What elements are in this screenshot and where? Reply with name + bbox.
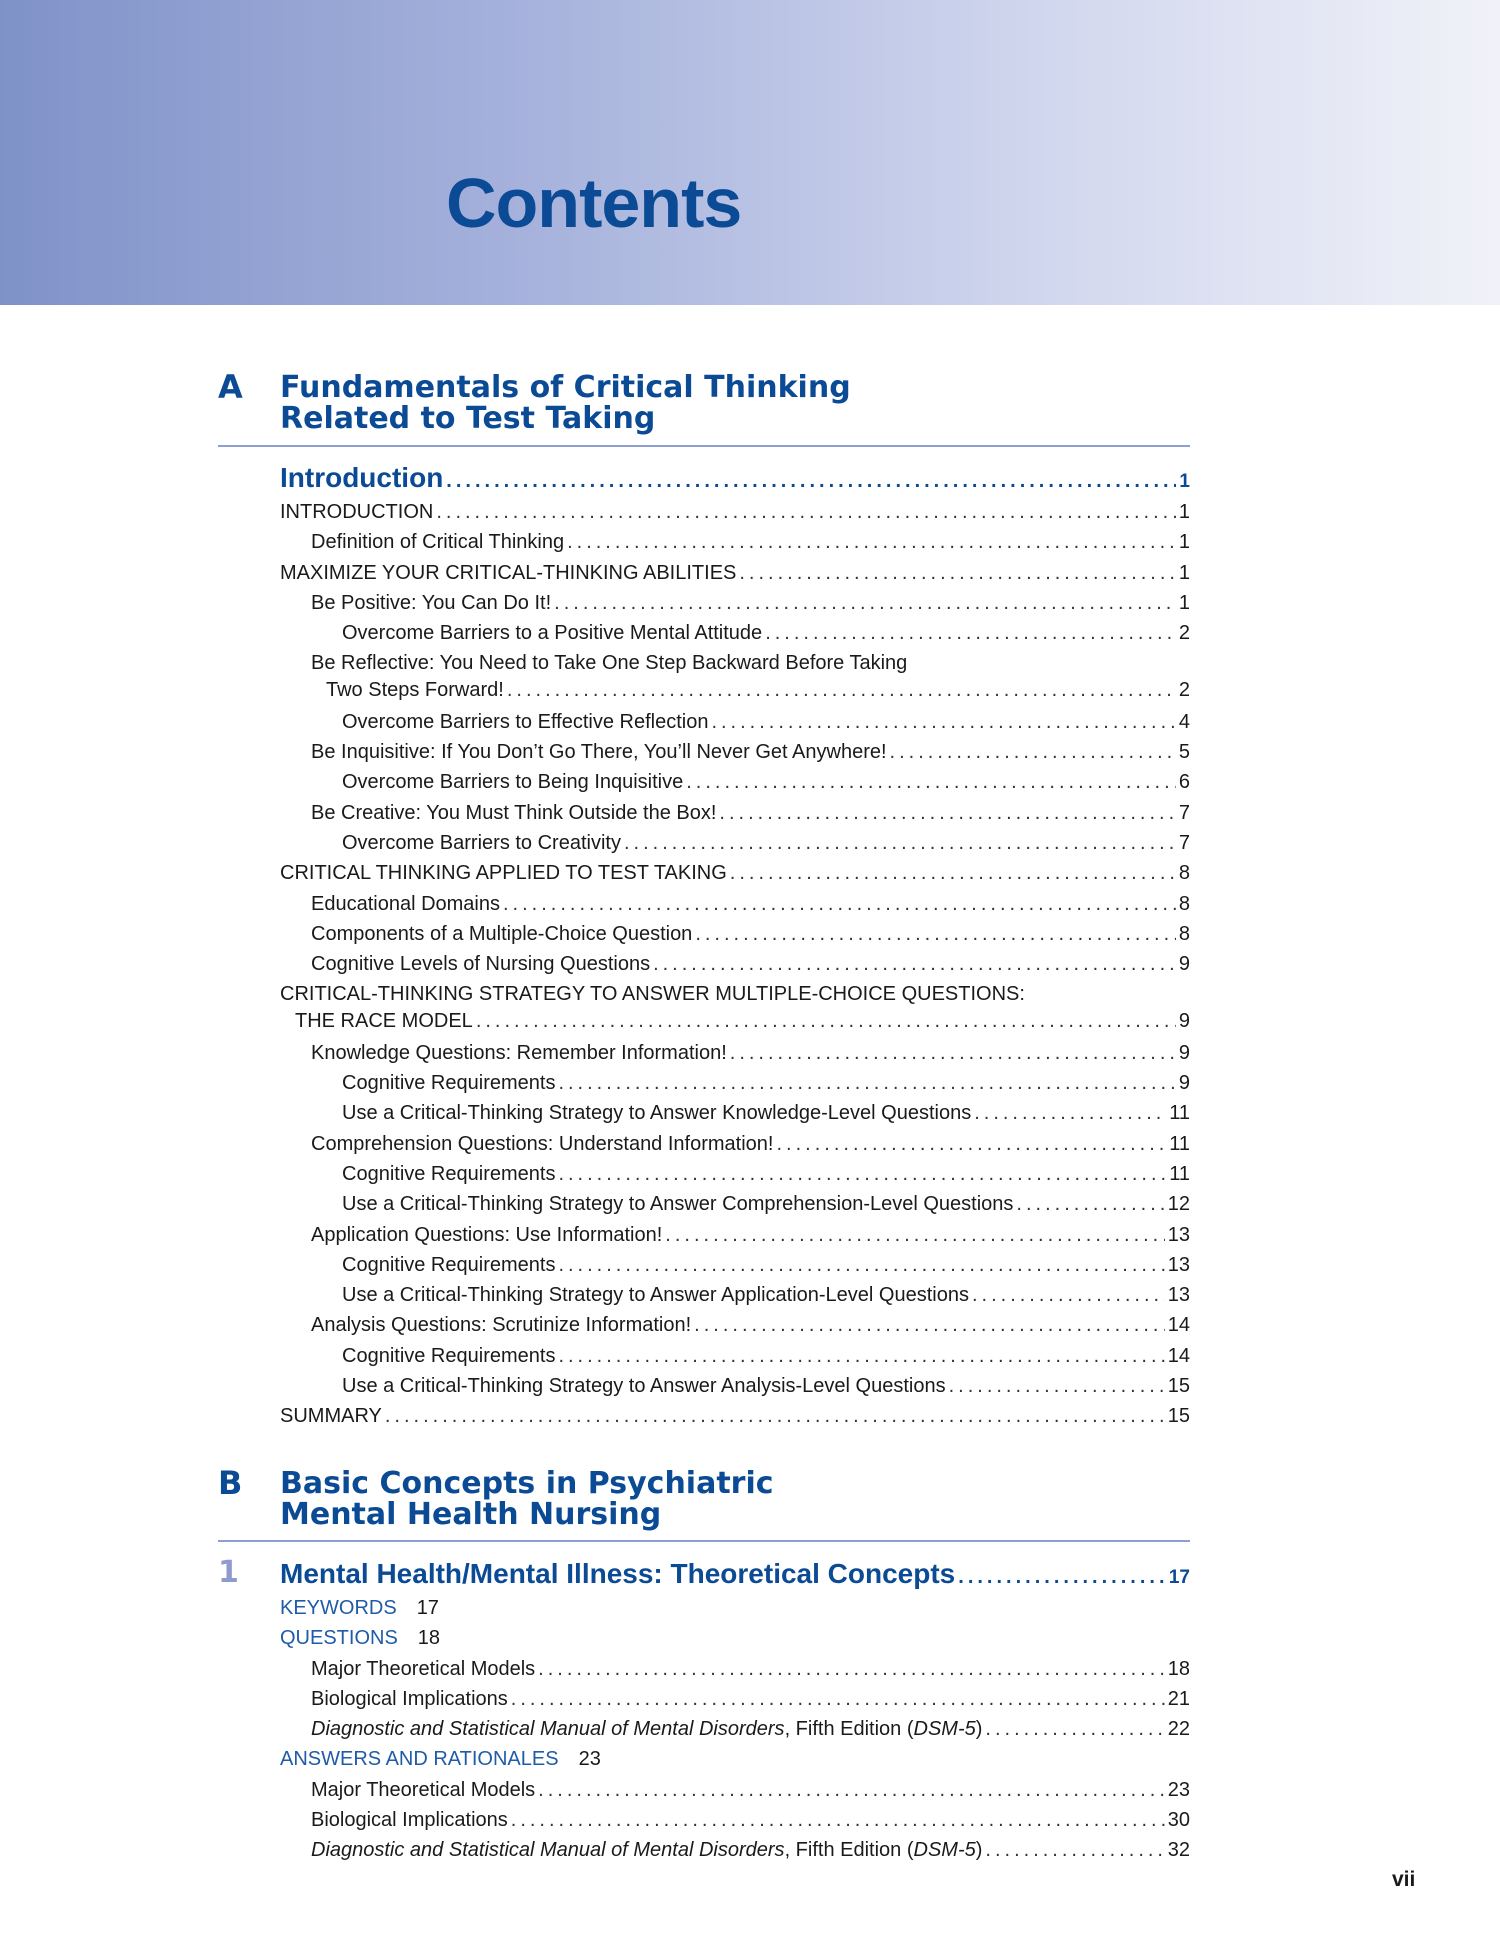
entry-title: CRITICAL-THINKING STRATEGY TO ANSWER MULTIPLE-CHOICE QUESTIONS: xyxy=(280,983,1025,1006)
entry-title: Overcome Barriers to Being Inquisitive xyxy=(342,771,684,794)
toc-entry[interactable] xyxy=(280,1371,1190,1401)
section-letter: B xyxy=(218,1464,243,1502)
entry-title: Definition of Critical Thinking xyxy=(311,531,565,554)
entry-title: Major Theoretical Models xyxy=(311,1657,536,1680)
toc-entry[interactable] xyxy=(280,1129,1190,1159)
section-title-line: Related to Test Taking xyxy=(280,401,656,436)
entry-title: Introduction xyxy=(280,462,444,493)
leader-dots xyxy=(558,1250,1164,1280)
entry-title: KEYWORDS xyxy=(280,1597,397,1619)
leader-dots xyxy=(511,1684,1165,1714)
leader-dots xyxy=(958,1558,1166,1596)
section-title xyxy=(280,1468,1080,1530)
entry-title: Application Questions: Use Information! xyxy=(311,1223,663,1246)
entry-title: Use a Critical-Thinking Strategy to Answer Knowledge-Level Questions xyxy=(342,1102,972,1125)
leader-dots xyxy=(385,1401,1165,1431)
toc-entry-dsm[interactable] xyxy=(280,1714,1190,1744)
toc-entry-introduction[interactable] xyxy=(280,459,1190,497)
leader-dots xyxy=(985,1714,1164,1744)
toc-entry[interactable] xyxy=(280,1038,1190,1068)
entry-title: Use a Critical-Thinking Strategy to Answer Application-Level Questions xyxy=(342,1284,969,1307)
entry-title xyxy=(311,1714,982,1744)
entry-title: Cognitive Requirements xyxy=(342,1344,556,1367)
italic-abbr: DSM-5 xyxy=(913,1839,976,1862)
toc-entry[interactable] xyxy=(280,1341,1190,1371)
entry-title: Knowledge Questions: Remember Information! xyxy=(311,1041,727,1064)
page-number: 7 xyxy=(1178,801,1190,824)
section-divider xyxy=(218,1540,1190,1542)
toc-entry[interactable] xyxy=(280,1250,1190,1280)
page-number: 13 xyxy=(1167,1284,1190,1307)
toc-entry[interactable] xyxy=(280,1280,1190,1310)
page-number: 15 xyxy=(1167,1405,1190,1428)
entry-title: Cognitive Requirements xyxy=(342,1253,556,1276)
toc-entry[interactable] xyxy=(280,1401,1190,1431)
section-letter: A xyxy=(218,368,243,406)
page-number: 2 xyxy=(1178,678,1190,701)
toc-entry[interactable] xyxy=(280,588,1190,618)
leader-dots xyxy=(974,1098,1166,1128)
entry-title: ANSWERS AND RATIONALES xyxy=(280,1748,559,1771)
page-title: Contents xyxy=(446,164,742,242)
entry-title: SUMMARY xyxy=(280,1405,382,1428)
page-number: 17 xyxy=(1168,1567,1190,1588)
page-number: 1 xyxy=(1178,501,1190,523)
toc-entry[interactable] xyxy=(280,1684,1190,1714)
leader-dots xyxy=(511,1805,1165,1835)
leader-dots xyxy=(972,1280,1165,1310)
toc-entry[interactable] xyxy=(280,558,1190,588)
entry-title-end: ) xyxy=(975,1839,983,1862)
leader-dots xyxy=(985,1835,1164,1865)
leader-dots xyxy=(624,828,1176,858)
page-number: 7 xyxy=(1178,831,1190,854)
entry-title: Biological Implications xyxy=(311,1687,508,1710)
toc-entry[interactable] xyxy=(280,737,1190,767)
toc-entry[interactable] xyxy=(280,497,1190,527)
leader-dots xyxy=(730,858,1176,888)
entry-title-mid: , Fifth Edition ( xyxy=(784,1839,914,1862)
toc-entry[interactable] xyxy=(280,1159,1190,1189)
page-number: 15 xyxy=(1167,1375,1190,1398)
page-number: 1 xyxy=(1178,561,1190,584)
entry-title: INTRODUCTION xyxy=(280,501,434,523)
leader-dots xyxy=(436,497,1176,527)
toc-entry[interactable] xyxy=(280,527,1190,557)
page-number: 18 xyxy=(417,1627,441,1650)
page-number: 18 xyxy=(1167,1657,1190,1680)
entry-title: Mental Health/Mental Illness: Theoretical Concepts xyxy=(280,1558,956,1589)
entry-title: Analysis Questions: Scrutinize Information! xyxy=(311,1314,692,1337)
entry-title: Educational Domains xyxy=(311,892,500,915)
toc-chapter-1 xyxy=(280,1555,1190,1866)
leader-dots xyxy=(558,1068,1175,1098)
toc-entry-continuation[interactable] xyxy=(280,1010,1190,1038)
page-number: 22 xyxy=(1167,1718,1190,1741)
page-number: 11 xyxy=(1169,1102,1190,1125)
leader-dots xyxy=(567,527,1176,557)
page-number: 9 xyxy=(1178,953,1190,976)
leader-dots xyxy=(538,1775,1165,1805)
page-folio: vii xyxy=(1392,1868,1416,1891)
section-title-line: Basic Concepts in Psychiatric xyxy=(280,1466,774,1501)
toc-entry[interactable] xyxy=(280,798,1190,828)
toc-entry[interactable] xyxy=(280,648,1190,678)
toc-entry[interactable] xyxy=(280,1098,1190,1128)
entry-title xyxy=(311,1835,982,1865)
entry-title-end: ) xyxy=(975,1718,983,1741)
page-number: 23 xyxy=(1167,1778,1190,1801)
page-number: 4 xyxy=(1178,710,1190,733)
leader-dots xyxy=(507,679,1176,701)
leader-dots xyxy=(653,949,1176,979)
page-number: 1 xyxy=(1178,591,1190,614)
page-number: 13 xyxy=(1167,1253,1190,1276)
entry-title: Cognitive Levels of Nursing Questions xyxy=(311,953,651,976)
entry-title: Two Steps Forward! xyxy=(326,678,504,701)
entry-title: Overcome Barriers to a Positive Mental Attitude xyxy=(342,622,763,645)
entry-title-mid: , Fifth Edition ( xyxy=(784,1718,914,1741)
page-number: 32 xyxy=(1167,1839,1190,1862)
toc-entry[interactable] xyxy=(280,919,1190,949)
leader-dots xyxy=(538,1654,1165,1684)
page-number: 23 xyxy=(578,1748,601,1771)
leader-dots xyxy=(558,1341,1164,1371)
entry-title: Cognitive Requirements xyxy=(342,1072,556,1095)
leader-dots xyxy=(711,707,1175,737)
page-number: 30 xyxy=(1167,1809,1190,1832)
entry-title: Components of a Multiple-Choice Question xyxy=(311,922,693,945)
toc-entry[interactable] xyxy=(280,979,1190,1009)
italic-abbr: DSM-5 xyxy=(913,1718,976,1741)
toc-entry[interactable] xyxy=(280,1068,1190,1098)
leader-dots xyxy=(949,1371,1165,1401)
toc-entry[interactable] xyxy=(280,1805,1190,1835)
toc-entry[interactable] xyxy=(280,707,1190,737)
leader-dots xyxy=(719,798,1175,828)
page-number: 13 xyxy=(1167,1223,1190,1246)
page-number: 2 xyxy=(1178,622,1190,645)
page-number: 1 xyxy=(1179,471,1190,492)
leader-dots xyxy=(686,767,1176,797)
entry-title: Be Inquisitive: If You Don’t Go There, You’ll Never Get Anywhere! xyxy=(311,741,887,764)
entry-title: Be Creative: You Must Think Outside the Box! xyxy=(311,801,717,824)
italic-title: Diagnostic and Statistical Manual of Mental Disorders xyxy=(311,1718,785,1741)
entry-title: MAXIMIZE YOUR CRITICAL-THINKING ABILITIES xyxy=(280,561,737,584)
page-number: 21 xyxy=(1167,1687,1190,1710)
page-number: 5 xyxy=(1178,741,1190,764)
page-number: 8 xyxy=(1178,892,1190,915)
leader-dots xyxy=(739,558,1176,588)
section-title-line: Fundamentals of Critical Thinking xyxy=(280,370,851,405)
entry-title: Comprehension Questions: Understand Information! xyxy=(311,1132,774,1155)
leader-dots xyxy=(503,889,1176,919)
page-number: 9 xyxy=(1178,1041,1190,1064)
page-number: 17 xyxy=(416,1597,439,1619)
entry-title: Cognitive Requirements xyxy=(342,1162,556,1185)
leader-dots xyxy=(1016,1189,1164,1219)
page-number: 1 xyxy=(1178,531,1190,554)
toc-entry[interactable] xyxy=(280,1775,1190,1805)
entry-title: Major Theoretical Models xyxy=(311,1778,536,1801)
leader-dots xyxy=(694,1310,1165,1340)
page-number: 11 xyxy=(1169,1132,1190,1155)
leader-dots xyxy=(665,1220,1164,1250)
toc-entry[interactable] xyxy=(280,767,1190,797)
leader-dots xyxy=(446,462,1176,500)
toc-entry-answers[interactable] xyxy=(280,1744,1190,1774)
entry-title: Use a Critical-Thinking Strategy to Answer Analysis-Level Questions xyxy=(342,1375,946,1398)
toc-entry-chapter-1[interactable] xyxy=(280,1555,1190,1593)
toc-entry[interactable] xyxy=(280,1220,1190,1250)
section-divider xyxy=(218,445,1190,447)
leader-dots xyxy=(890,737,1176,767)
page-number: 8 xyxy=(1178,922,1190,945)
leader-dots xyxy=(558,1159,1166,1189)
toc-entry-questions[interactable] xyxy=(280,1623,1190,1653)
entry-title: QUESTIONS xyxy=(280,1627,398,1650)
entry-title: Use a Critical-Thinking Strategy to Answer Comprehension-Level Questions xyxy=(342,1193,1014,1216)
toc-entry[interactable] xyxy=(280,858,1190,888)
page-number: 14 xyxy=(1167,1344,1190,1367)
section-title-line: Mental Health Nursing xyxy=(280,1497,662,1532)
entry-title: Be Positive: You Can Do It! xyxy=(311,591,552,614)
toc-entry[interactable] xyxy=(280,618,1190,648)
toc-entry-continuation[interactable] xyxy=(280,679,1190,707)
page-number: 6 xyxy=(1178,771,1190,794)
leader-dots xyxy=(695,919,1176,949)
chapter-number: 1 xyxy=(218,1555,239,1590)
toc-entry[interactable] xyxy=(280,949,1190,979)
italic-title: Diagnostic and Statistical Manual of Mental Disorders xyxy=(311,1839,785,1862)
leader-dots xyxy=(554,588,1176,618)
section-title xyxy=(280,372,1080,434)
entry-title: Overcome Barriers to Creativity xyxy=(342,831,621,854)
toc-entry[interactable] xyxy=(280,828,1190,858)
page-number: 12 xyxy=(1167,1193,1190,1216)
entry-title: Be Reflective: You Need to Take One Step Backward Before Taking xyxy=(311,652,908,675)
entry-title: THE RACE MODEL xyxy=(295,1009,473,1032)
entry-title: CRITICAL THINKING APPLIED TO TEST TAKING xyxy=(280,862,727,885)
leader-dots xyxy=(776,1129,1166,1159)
page-number: 8 xyxy=(1178,862,1190,885)
entry-title: Biological Implications xyxy=(311,1809,508,1832)
toc-entry-dsm[interactable] xyxy=(280,1835,1190,1865)
toc-section-a xyxy=(280,459,1190,1432)
page-number: 9 xyxy=(1178,1072,1190,1095)
toc-entry[interactable] xyxy=(280,1654,1190,1684)
leader-dots xyxy=(730,1038,1176,1068)
entry-title: Overcome Barriers to Effective Reflection xyxy=(342,710,709,733)
header-banner xyxy=(0,0,1500,305)
leader-dots xyxy=(476,1010,1176,1032)
page-number: 9 xyxy=(1178,1009,1190,1032)
leader-dots xyxy=(765,618,1176,648)
toc-entry[interactable] xyxy=(280,889,1190,919)
page-number: 11 xyxy=(1169,1162,1190,1185)
toc-entry[interactable] xyxy=(280,1189,1190,1219)
toc-entry[interactable] xyxy=(280,1310,1190,1340)
page-number: 14 xyxy=(1167,1314,1190,1337)
toc-entry-keywords[interactable] xyxy=(280,1593,1190,1623)
